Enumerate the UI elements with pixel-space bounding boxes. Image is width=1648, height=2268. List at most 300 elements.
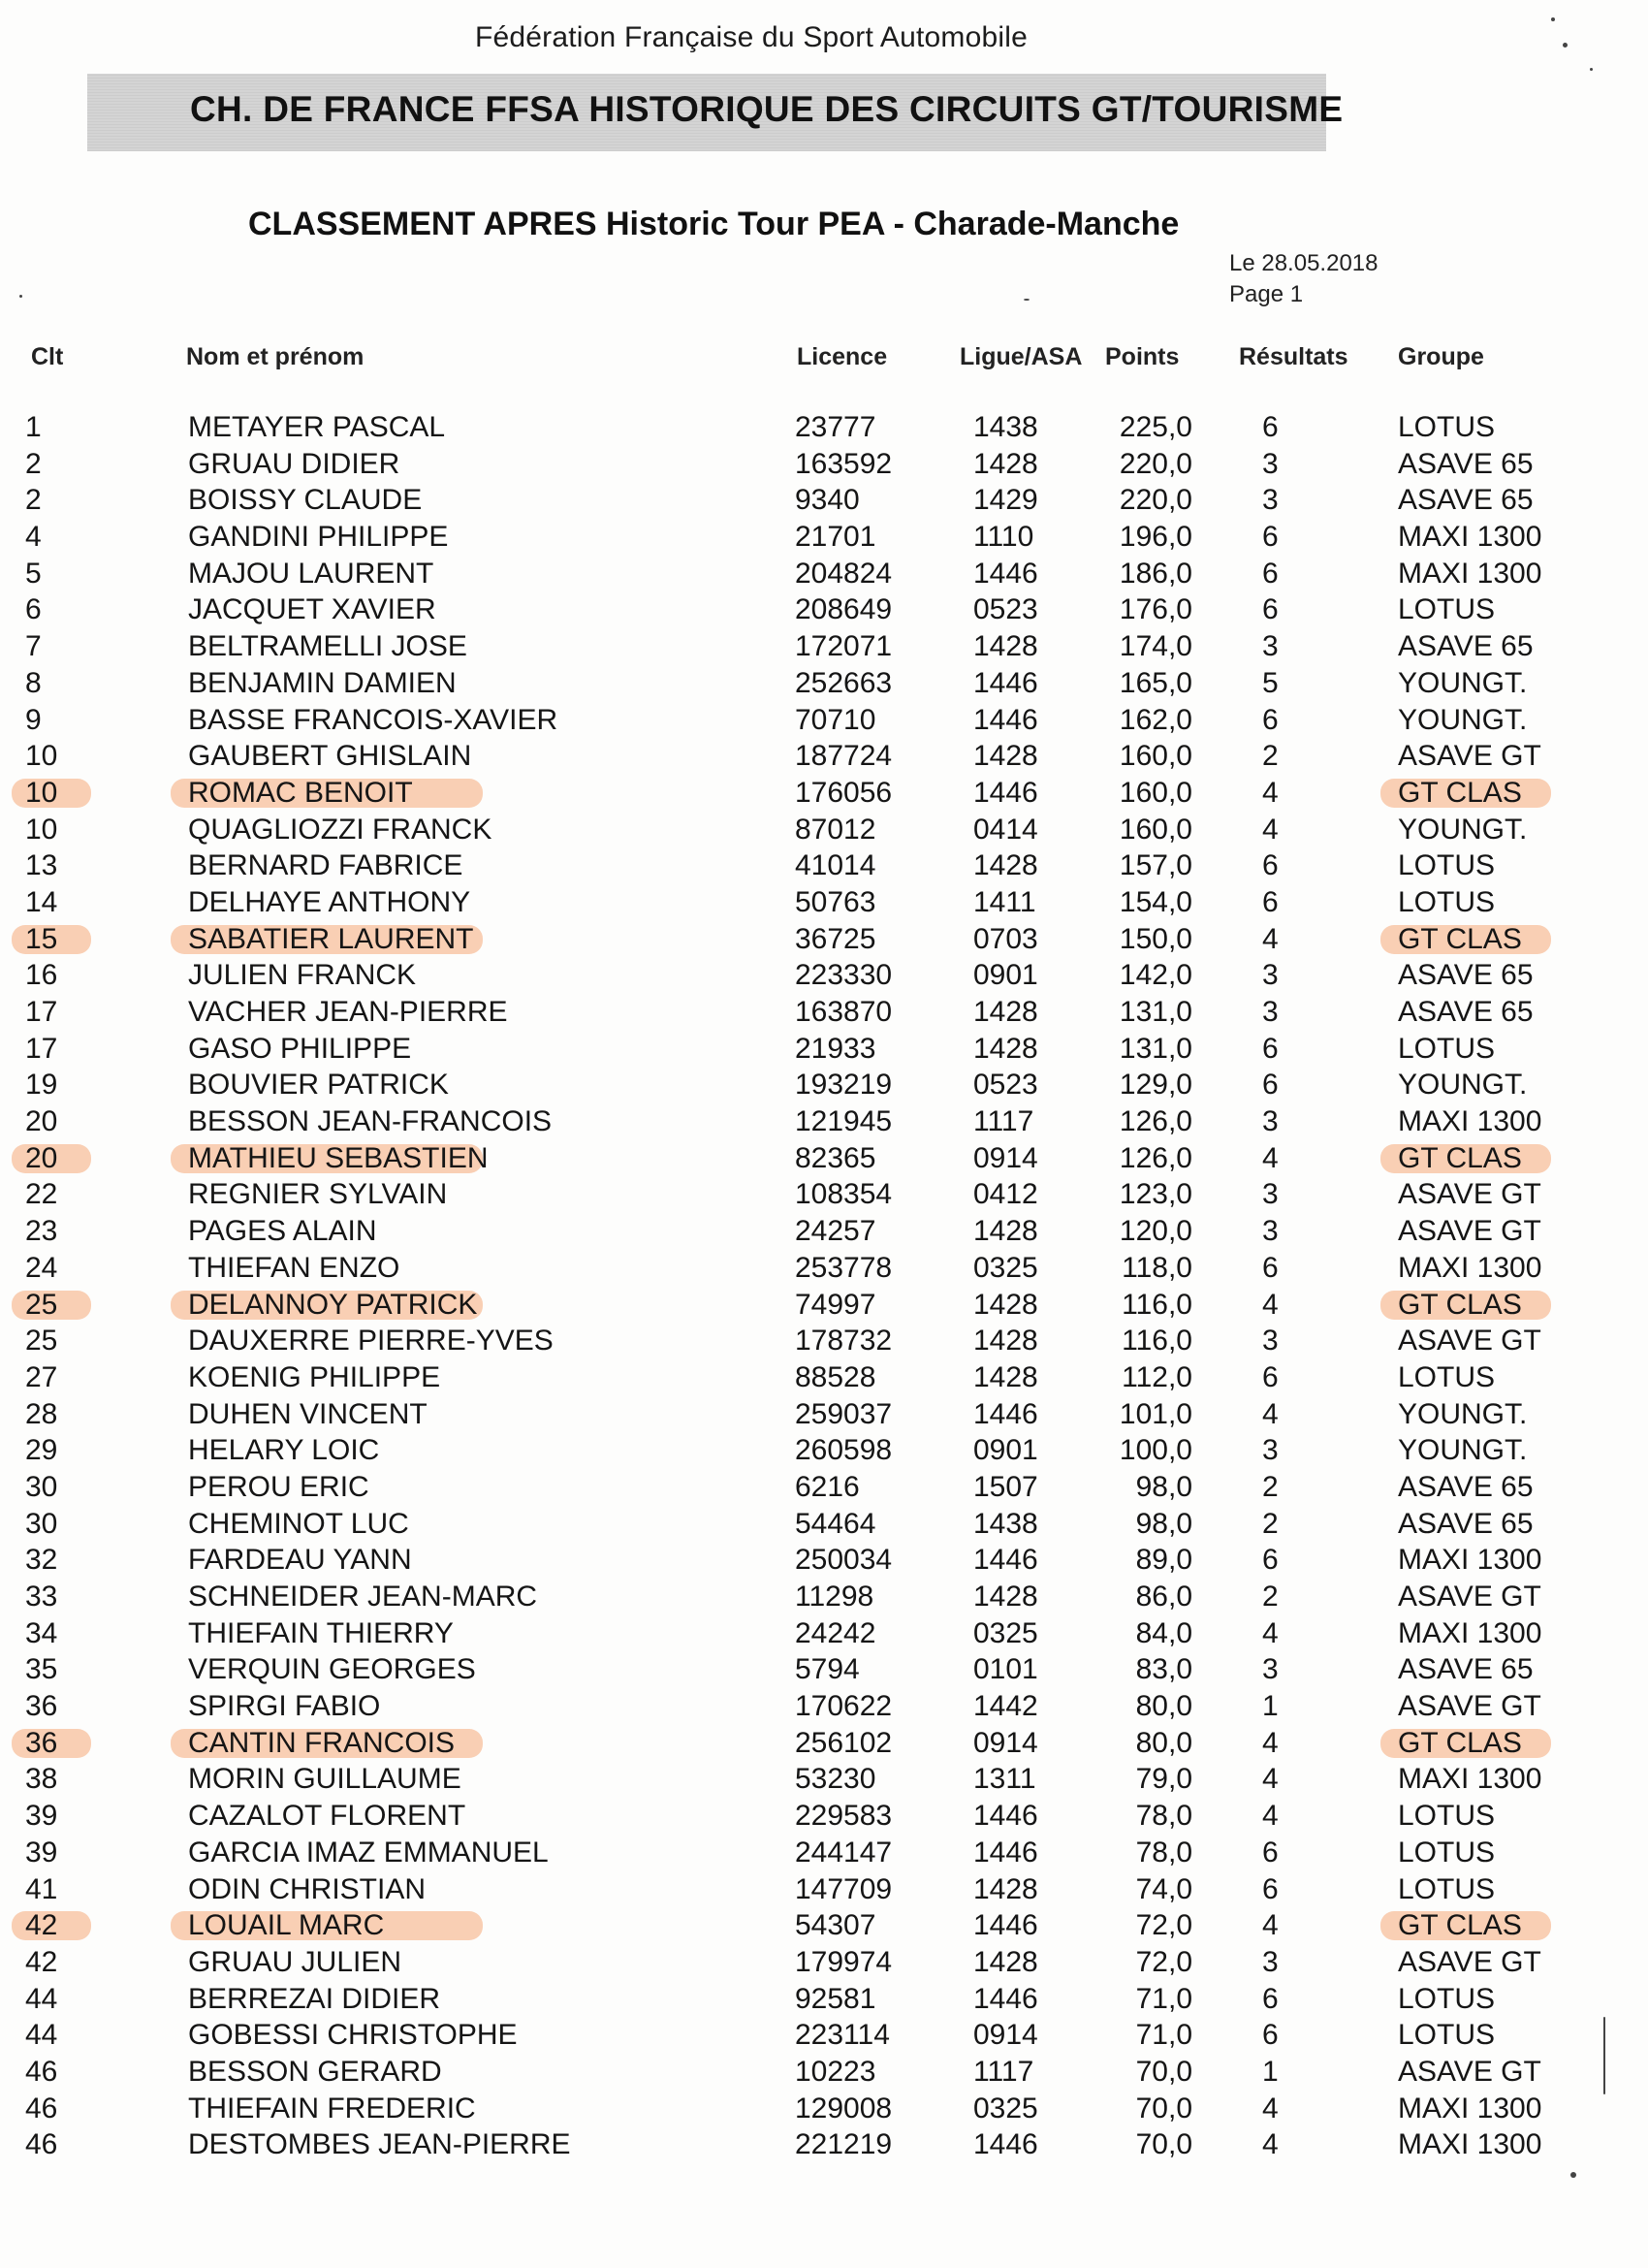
table-row <box>0 1761 1648 1798</box>
resultats-cell: 3 <box>1262 1105 1279 1138</box>
resultats-cell: 3 <box>1262 996 1279 1028</box>
ligue-cell: 1428 <box>973 849 1038 882</box>
licence-cell: 176056 <box>795 776 893 809</box>
groupe-cell: ASAVE GT <box>1398 1325 1541 1358</box>
rank-cell: 46 <box>25 2128 58 2161</box>
name-cell: VACHER JEAN-PIERRE <box>188 996 508 1028</box>
rank-cell: 8 <box>25 666 42 699</box>
rank-cell: 46 <box>25 2092 58 2124</box>
ligue-cell: 1507 <box>973 1470 1038 1503</box>
ligue-cell: 1446 <box>973 703 1038 736</box>
licence-cell: 41014 <box>795 849 876 882</box>
groupe-cell: ASAVE GT <box>1398 1581 1541 1613</box>
licence-cell: 24257 <box>795 1215 876 1248</box>
points-cell: 116,0 <box>1122 1325 1192 1358</box>
groupe-cell: LOTUS <box>1398 2019 1496 2052</box>
resultats-cell: 3 <box>1262 1178 1279 1211</box>
rank-cell: 44 <box>25 1982 58 2015</box>
points-cell: 196,0 <box>1119 521 1192 554</box>
table-row <box>0 1981 1648 2018</box>
rank-cell: 17 <box>25 1032 58 1065</box>
licence-cell: 87012 <box>795 813 876 846</box>
table-row <box>0 1725 1648 1762</box>
groupe-cell: LOTUS <box>1398 1836 1496 1869</box>
groupe-cell: ASAVE GT <box>1398 1945 1541 1978</box>
points-cell: 131,0 <box>1119 1032 1192 1065</box>
resultats-cell: 3 <box>1262 1945 1279 1978</box>
licence-cell: 259037 <box>795 1397 893 1430</box>
name-cell: GANDINI PHILIPPE <box>188 521 449 554</box>
licence-cell: 74997 <box>795 1288 876 1321</box>
resultats-cell: 6 <box>1262 1836 1279 1869</box>
points-cell: 129,0 <box>1119 1069 1192 1102</box>
name-cell: ODIN CHRISTIAN <box>188 1872 427 1905</box>
ligue-cell: 1446 <box>973 1836 1038 1869</box>
groupe-cell: MAXI 1300 <box>1398 1544 1542 1577</box>
table-row <box>0 702 1648 739</box>
resultats-cell: 4 <box>1262 776 1279 809</box>
groupe-cell: ASAVE 65 <box>1398 630 1534 663</box>
table-row <box>0 921 1648 958</box>
ligue-cell: 0523 <box>973 593 1038 626</box>
rank-cell: 4 <box>25 521 42 554</box>
points-cell: 70,0 <box>1135 2128 1192 2161</box>
groupe-cell: ASAVE 65 <box>1398 959 1534 992</box>
licence-cell: 129008 <box>795 2092 893 2124</box>
licence-cell: 204824 <box>795 557 893 590</box>
points-cell: 71,0 <box>1135 1982 1192 2015</box>
name-cell: HELARY LOIC <box>188 1434 380 1467</box>
licence-cell: 147709 <box>795 1872 893 1905</box>
rank-cell: 24 <box>25 1251 58 1284</box>
table-row <box>0 775 1648 812</box>
resultats-cell: 6 <box>1262 411 1279 443</box>
licence-cell: 108354 <box>795 1178 893 1211</box>
column-header-resultats: Résultats <box>1239 343 1348 370</box>
rank-cell: 15 <box>25 922 58 955</box>
ligue-cell: 1438 <box>973 1507 1038 1540</box>
groupe-cell: ASAVE 65 <box>1398 996 1534 1028</box>
resultats-cell: 2 <box>1262 740 1279 773</box>
groupe-cell: ASAVE 65 <box>1398 1653 1534 1686</box>
rank-cell: 25 <box>25 1288 58 1321</box>
name-cell: BERREZAI DIDIER <box>188 1982 441 2015</box>
table-row <box>0 1542 1648 1579</box>
name-cell: DUHEN VINCENT <box>188 1397 428 1430</box>
rank-cell: 20 <box>25 1105 58 1138</box>
ligue-cell: 1428 <box>973 1215 1038 1248</box>
ligue-cell: 1117 <box>973 1105 1034 1138</box>
table-row <box>0 1506 1648 1543</box>
licence-cell: 82365 <box>795 1141 876 1174</box>
groupe-cell: MAXI 1300 <box>1398 1616 1542 1649</box>
resultats-cell: 4 <box>1262 1726 1279 1759</box>
name-cell: THIEFAIN THIERRY <box>188 1616 454 1649</box>
licence-cell: 250034 <box>795 1544 893 1577</box>
rank-cell: 6 <box>25 593 42 626</box>
licence-cell: 50763 <box>795 885 876 918</box>
rank-cell: 23 <box>25 1215 58 1248</box>
licence-cell: 223330 <box>795 959 893 992</box>
ligue-cell: 0914 <box>973 1141 1038 1174</box>
ligue-cell: 0523 <box>973 1069 1038 1102</box>
licence-cell: 21701 <box>795 521 876 554</box>
table-row <box>0 1031 1648 1068</box>
groupe-cell: MAXI 1300 <box>1398 1763 1542 1796</box>
table-row <box>0 591 1648 628</box>
name-cell: CAZALOT FLORENT <box>188 1800 466 1833</box>
name-cell: BASSE FRANCOIS-XAVIER <box>188 703 558 736</box>
groupe-cell: LOTUS <box>1398 885 1496 918</box>
rank-cell: 39 <box>25 1836 58 1869</box>
resultats-cell: 2 <box>1262 1470 1279 1503</box>
groupe-cell: ASAVE 65 <box>1398 1507 1534 1540</box>
name-cell: LOUAIL MARC <box>188 1909 385 1942</box>
scan-speck <box>1590 68 1593 71</box>
points-cell: 72,0 <box>1135 1909 1192 1942</box>
name-cell: DAUXERRE PIERRE-YVES <box>188 1325 554 1358</box>
ligue-cell: 0412 <box>973 1178 1038 1211</box>
groupe-cell: YOUNGT. <box>1398 1069 1528 1102</box>
name-cell: THIEFAN ENZO <box>188 1251 400 1284</box>
rank-cell: 7 <box>25 630 42 663</box>
groupe-cell: GT CLAS <box>1398 1909 1522 1942</box>
ligue-cell: 1446 <box>973 1544 1038 1577</box>
ligue-cell: 1311 <box>973 1763 1036 1796</box>
table-row <box>0 409 1648 446</box>
table-row <box>0 1907 1648 1944</box>
points-cell: 220,0 <box>1119 447 1192 480</box>
table-row <box>0 1396 1648 1433</box>
licence-cell: 92581 <box>795 1982 876 2015</box>
ligue-cell: 1428 <box>973 447 1038 480</box>
points-cell: 84,0 <box>1135 1616 1192 1649</box>
resultats-cell: 3 <box>1262 959 1279 992</box>
resultats-cell: 6 <box>1262 593 1279 626</box>
resultats-cell: 3 <box>1262 1653 1279 1686</box>
points-cell: 118,0 <box>1122 1251 1192 1284</box>
points-cell: 126,0 <box>1119 1141 1192 1174</box>
rank-cell: 32 <box>25 1544 58 1577</box>
licence-cell: 10223 <box>795 2055 876 2088</box>
table-row <box>0 1688 1648 1725</box>
table-row <box>0 738 1648 775</box>
rank-cell: 10 <box>25 776 58 809</box>
resultats-cell: 2 <box>1262 1507 1279 1540</box>
points-cell: 101,0 <box>1119 1397 1192 1430</box>
ligue-cell: 0914 <box>973 1726 1038 1759</box>
groupe-cell: GT CLAS <box>1398 1141 1522 1174</box>
rank-cell: 27 <box>25 1360 58 1393</box>
rank-cell: 14 <box>25 885 58 918</box>
points-cell: 71,0 <box>1135 2019 1192 2052</box>
resultats-cell: 4 <box>1262 1800 1279 1833</box>
resultats-cell: 6 <box>1262 1872 1279 1905</box>
points-cell: 116,0 <box>1122 1288 1192 1321</box>
licence-cell: 256102 <box>795 1726 893 1759</box>
points-cell: 150,0 <box>1119 922 1192 955</box>
name-cell: BENJAMIN DAMIEN <box>188 666 457 699</box>
points-cell: 70,0 <box>1135 2055 1192 2088</box>
column-header-clt: Clt <box>31 343 64 370</box>
name-cell: BERNARD FABRICE <box>188 849 463 882</box>
licence-cell: 193219 <box>795 1069 893 1102</box>
name-cell: DELANNOY PATRICK <box>188 1288 478 1321</box>
page-number: Page 1 <box>1229 281 1304 307</box>
resultats-cell: 4 <box>1262 2092 1279 2124</box>
ligue-cell: 1428 <box>973 1581 1038 1613</box>
groupe-cell: ASAVE GT <box>1398 1215 1541 1248</box>
ligue-cell: 1110 <box>973 521 1034 554</box>
name-cell: MORIN GUILLAUME <box>188 1763 461 1796</box>
table-row <box>0 628 1648 665</box>
name-cell: JACQUET XAVIER <box>188 593 436 626</box>
scan-speck <box>1024 299 1030 301</box>
resultats-cell: 3 <box>1262 484 1279 517</box>
resultats-cell: 4 <box>1262 1763 1279 1796</box>
points-cell: 70,0 <box>1135 2092 1192 2124</box>
name-cell: JULIEN FRANCK <box>188 959 417 992</box>
ligue-cell: 1428 <box>973 740 1038 773</box>
rank-cell: 9 <box>25 703 42 736</box>
resultats-cell: 6 <box>1262 885 1279 918</box>
name-cell: GASO PHILIPPE <box>188 1032 412 1065</box>
name-cell: GRUAU JULIEN <box>188 1945 402 1978</box>
licence-cell: 260598 <box>795 1434 893 1467</box>
points-cell: 98,0 <box>1135 1507 1192 1540</box>
groupe-cell: LOTUS <box>1398 1800 1496 1833</box>
points-cell: 100,0 <box>1119 1434 1192 1467</box>
rank-cell: 2 <box>25 447 42 480</box>
groupe-cell: GT CLAS <box>1398 922 1522 955</box>
groupe-cell: LOTUS <box>1398 1360 1496 1393</box>
name-cell: GAUBERT GHISLAIN <box>188 740 472 773</box>
rank-cell: 42 <box>25 1909 58 1942</box>
points-cell: 78,0 <box>1135 1836 1192 1869</box>
rank-cell: 34 <box>25 1616 58 1649</box>
rank-cell: 42 <box>25 1945 58 1978</box>
licence-cell: 54307 <box>795 1909 876 1942</box>
column-header-groupe: Groupe <box>1398 343 1484 370</box>
licence-cell: 54464 <box>795 1507 876 1540</box>
groupe-cell: GT CLAS <box>1398 776 1522 809</box>
licence-cell: 253778 <box>795 1251 893 1284</box>
ligue-cell: 0901 <box>973 959 1038 992</box>
licence-cell: 21933 <box>795 1032 876 1065</box>
groupe-cell: ASAVE 65 <box>1398 1470 1534 1503</box>
table-row <box>0 1579 1648 1615</box>
table-row <box>0 1359 1648 1396</box>
points-cell: 176,0 <box>1119 593 1192 626</box>
name-cell: SABATIER LAURENT <box>188 922 474 955</box>
rank-cell: 1 <box>25 411 42 443</box>
points-cell: 160,0 <box>1119 740 1192 773</box>
table-row <box>0 2017 1648 2054</box>
table-row <box>0 994 1648 1031</box>
points-cell: 157,0 <box>1119 849 1192 882</box>
rank-cell: 33 <box>25 1581 58 1613</box>
rank-cell: 44 <box>25 2019 58 2052</box>
name-cell: FARDEAU YANN <box>188 1544 412 1577</box>
scan-speck <box>1563 43 1568 48</box>
resultats-cell: 5 <box>1262 666 1279 699</box>
table-row <box>0 1140 1648 1177</box>
ligue-cell: 1428 <box>973 1288 1038 1321</box>
rank-cell: 38 <box>25 1763 58 1796</box>
groupe-cell: YOUNGT. <box>1398 813 1528 846</box>
name-cell: PAGES ALAIN <box>188 1215 377 1248</box>
name-cell: SPIRGI FABIO <box>188 1690 381 1723</box>
resultats-cell: 6 <box>1262 2019 1279 2052</box>
name-cell: METAYER PASCAL <box>188 411 446 443</box>
ligue-cell: 0703 <box>973 922 1038 955</box>
licence-cell: 252663 <box>795 666 893 699</box>
licence-cell: 170622 <box>795 1690 893 1723</box>
ligue-cell: 1446 <box>973 2128 1038 2161</box>
rank-cell: 16 <box>25 959 58 992</box>
resultats-cell: 6 <box>1262 557 1279 590</box>
championship-title: CH. DE FRANCE FFSA HISTORIQUE DES CIRCUITS GT/TOURISME <box>190 89 1344 129</box>
name-cell: PEROU ERIC <box>188 1470 369 1503</box>
name-cell: MATHIEU SEBASTIEN <box>188 1141 489 1174</box>
ligue-cell: 1428 <box>973 1325 1038 1358</box>
classement-title: CLASSEMENT APRES Historic Tour PEA - Charade-Manche <box>248 206 1180 242</box>
rank-cell: 28 <box>25 1397 58 1430</box>
table-row <box>0 556 1648 592</box>
points-cell: 78,0 <box>1135 1800 1192 1833</box>
name-cell: DESTOMBES JEAN-PIERRE <box>188 2128 571 2161</box>
ligue-cell: 1446 <box>973 1982 1038 2015</box>
document-date: Le 28.05.2018 <box>1229 250 1379 276</box>
groupe-cell: MAXI 1300 <box>1398 1105 1542 1138</box>
ligue-cell: 1446 <box>973 776 1038 809</box>
groupe-cell: LOTUS <box>1398 849 1496 882</box>
federation-name: Fédération Française du Sport Automobile <box>475 21 1028 53</box>
resultats-cell: 2 <box>1262 1581 1279 1613</box>
scan-speck <box>19 295 22 298</box>
name-cell: CHEMINOT LUC <box>188 1507 409 1540</box>
rank-cell: 46 <box>25 2055 58 2088</box>
rank-cell: 20 <box>25 1141 58 1174</box>
table-row <box>0 2054 1648 2091</box>
rank-cell: 36 <box>25 1690 58 1723</box>
table-row <box>0 1287 1648 1324</box>
ligue-cell: 1446 <box>973 1909 1038 1942</box>
resultats-cell: 6 <box>1262 1251 1279 1284</box>
resultats-cell: 1 <box>1262 2055 1279 2088</box>
rank-cell: 10 <box>25 740 58 773</box>
points-cell: 79,0 <box>1135 1763 1192 1796</box>
resultats-cell: 6 <box>1262 849 1279 882</box>
scan-speck <box>1551 17 1555 21</box>
rank-cell: 17 <box>25 996 58 1028</box>
resultats-cell: 4 <box>1262 1397 1279 1430</box>
points-cell: 160,0 <box>1119 813 1192 846</box>
name-cell: BESSON JEAN-FRANCOIS <box>188 1105 553 1138</box>
licence-cell: 24242 <box>795 1616 876 1649</box>
licence-cell: 88528 <box>795 1360 876 1393</box>
licence-cell: 163870 <box>795 996 893 1028</box>
table-row <box>0 812 1648 848</box>
name-cell: MAJOU LAURENT <box>188 557 434 590</box>
licence-cell: 172071 <box>795 630 893 663</box>
resultats-cell: 4 <box>1262 1288 1279 1321</box>
table-row <box>0 1067 1648 1103</box>
table-row <box>0 2091 1648 2127</box>
licence-cell: 178732 <box>795 1325 893 1358</box>
resultats-cell: 4 <box>1262 2128 1279 2161</box>
table-row <box>0 482 1648 519</box>
standings-table <box>0 409 1648 2163</box>
rank-cell: 13 <box>25 849 58 882</box>
column-header-nom: Nom et prénom <box>186 343 364 370</box>
resultats-cell: 4 <box>1262 813 1279 846</box>
points-cell: 225,0 <box>1119 411 1192 443</box>
groupe-cell: YOUNGT. <box>1398 666 1528 699</box>
groupe-cell: LOTUS <box>1398 593 1496 626</box>
licence-cell: 121945 <box>795 1105 893 1138</box>
ligue-cell: 1428 <box>973 1360 1038 1393</box>
column-header-ligue: Ligue/ASA <box>960 343 1083 370</box>
points-cell: 186,0 <box>1119 557 1192 590</box>
licence-cell: 163592 <box>795 447 893 480</box>
ligue-cell: 0325 <box>973 1616 1038 1649</box>
rank-cell: 30 <box>25 1470 58 1503</box>
groupe-cell: YOUNGT. <box>1398 1397 1528 1430</box>
points-cell: 80,0 <box>1135 1726 1192 1759</box>
licence-cell: 221219 <box>795 2128 893 2161</box>
groupe-cell: MAXI 1300 <box>1398 521 1542 554</box>
rank-cell: 5 <box>25 557 42 590</box>
resultats-cell: 6 <box>1262 1069 1279 1102</box>
licence-cell: 53230 <box>795 1763 876 1796</box>
groupe-cell: ASAVE GT <box>1398 740 1541 773</box>
name-cell: KOENIG PHILIPPE <box>188 1360 441 1393</box>
name-cell: BELTRAMELLI JOSE <box>188 630 467 663</box>
points-cell: 131,0 <box>1119 996 1192 1028</box>
licence-cell: 179974 <box>795 1945 893 1978</box>
table-row <box>0 957 1648 994</box>
licence-cell: 5794 <box>795 1653 860 1686</box>
ligue-cell: 1428 <box>973 1872 1038 1905</box>
points-cell: 83,0 <box>1135 1653 1192 1686</box>
licence-cell: 23777 <box>795 411 876 443</box>
name-cell: CANTIN FRANCOIS <box>188 1726 456 1759</box>
table-row <box>0 1871 1648 1908</box>
ligue-cell: 1428 <box>973 996 1038 1028</box>
points-cell: 72,0 <box>1135 1945 1192 1978</box>
points-cell: 165,0 <box>1119 666 1192 699</box>
ligue-cell: 1442 <box>973 1690 1038 1723</box>
ligue-cell: 1428 <box>973 1945 1038 1978</box>
groupe-cell: ASAVE GT <box>1398 2055 1541 2088</box>
name-cell: GOBESSI CHRISTOPHE <box>188 2019 518 2052</box>
resultats-cell: 4 <box>1262 1141 1279 1174</box>
table-row <box>0 519 1648 556</box>
groupe-cell: MAXI 1300 <box>1398 557 1542 590</box>
rank-cell: 29 <box>25 1434 58 1467</box>
points-cell: 98,0 <box>1135 1470 1192 1503</box>
resultats-cell: 6 <box>1262 1982 1279 2015</box>
groupe-cell: GT CLAS <box>1398 1288 1522 1321</box>
points-cell: 74,0 <box>1135 1872 1192 1905</box>
licence-cell: 11298 <box>795 1581 874 1613</box>
rank-cell: 36 <box>25 1726 58 1759</box>
table-row <box>0 1944 1648 1981</box>
name-cell: DELHAYE ANTHONY <box>188 885 471 918</box>
points-cell: 174,0 <box>1119 630 1192 663</box>
table-row <box>0 1432 1648 1469</box>
